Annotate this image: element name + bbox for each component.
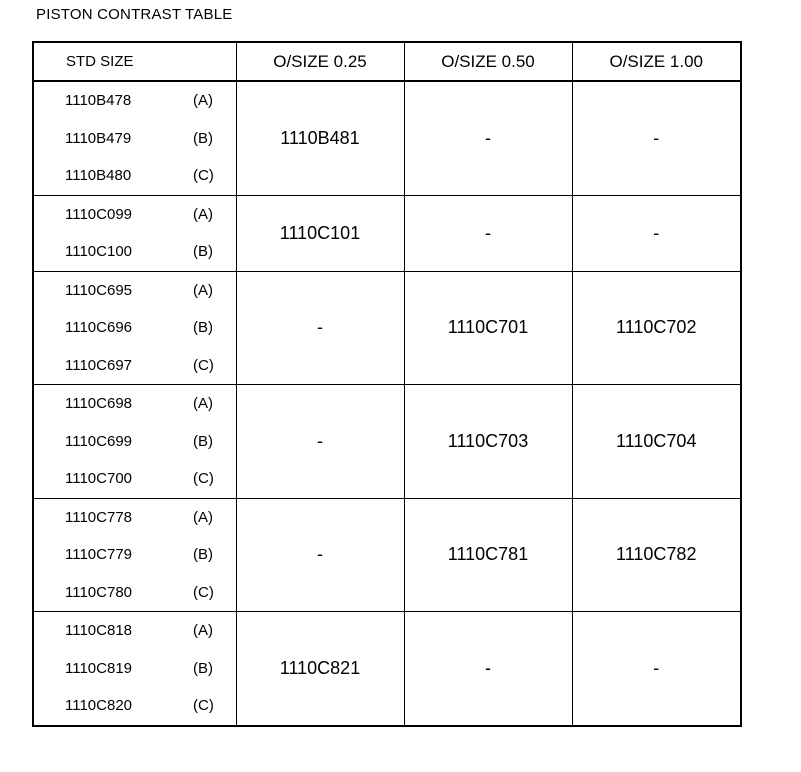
std-size-cell [33, 650, 236, 688]
std-part-number: 1110C697 [65, 356, 133, 374]
std-variant: (A) [193, 508, 213, 526]
std-part-number: 1110C778 [65, 508, 133, 526]
piston-group [33, 612, 741, 726]
std-size-cell [33, 536, 236, 574]
std-size-entry [34, 272, 236, 310]
std-size-entry [34, 574, 236, 612]
oversize-100-cell: - [572, 612, 741, 726]
table-row [33, 195, 741, 233]
std-part-number: 1110C696 [65, 319, 133, 337]
std-size-entry [34, 460, 236, 498]
piston-group [33, 195, 741, 271]
std-variant: (A) [193, 281, 213, 299]
table-header [33, 42, 741, 81]
std-part-number: 1110C700 [65, 470, 133, 488]
std-part-number: 1110C100 [65, 243, 133, 261]
oversize-050-cell: 1110C781 [404, 498, 572, 612]
std-size-entry [34, 82, 236, 120]
table-row [33, 612, 741, 650]
table-row [33, 385, 741, 423]
std-size-entry [34, 196, 236, 234]
std-variant: (A) [193, 622, 213, 640]
std-size-entry [34, 157, 236, 195]
std-size-cell [33, 195, 236, 233]
oversize-050-cell: - [404, 195, 572, 271]
oversize-050-cell: - [404, 81, 572, 195]
oversize-025-cell: - [236, 271, 404, 385]
std-size-cell [33, 612, 236, 650]
std-size-entry [34, 233, 236, 271]
std-size-cell [33, 574, 236, 612]
std-variant: (C) [193, 583, 214, 601]
std-variant: (C) [193, 167, 214, 185]
std-variant: (C) [193, 697, 214, 715]
std-variant: (B) [193, 546, 213, 564]
table-row [33, 271, 741, 309]
header-row [33, 42, 741, 81]
oversize-050-cell: 1110C703 [404, 385, 572, 499]
std-size-cell [33, 120, 236, 158]
std-part-number: 1110C099 [65, 205, 133, 223]
std-size-entry [34, 536, 236, 574]
piston-group [33, 385, 741, 499]
std-part-number: 1110C820 [65, 697, 133, 715]
header-oversize-100: O/SIZE 1.00 [572, 42, 741, 81]
std-size-cell [33, 385, 236, 423]
oversize-050-cell: 1110C701 [404, 271, 572, 385]
piston-group [33, 498, 741, 612]
std-size-cell [33, 347, 236, 385]
oversize-100-cell: 1110C782 [572, 498, 741, 612]
std-size-entry [34, 385, 236, 423]
std-part-number: 1110C780 [65, 583, 133, 601]
std-part-number: 1110C699 [65, 432, 133, 450]
std-variant: (C) [193, 470, 214, 488]
table-row [33, 498, 741, 536]
piston-group [33, 81, 741, 195]
std-part-number: 1110B479 [65, 129, 132, 147]
oversize-100-cell: 1110C704 [572, 385, 741, 499]
std-size-entry [34, 499, 236, 537]
oversize-025-cell: - [236, 498, 404, 612]
std-size-entry [34, 687, 236, 725]
std-part-number: 1110C695 [65, 281, 133, 299]
std-part-number: 1110B480 [65, 167, 132, 185]
std-part-number: 1110B478 [65, 92, 132, 110]
std-size-cell [33, 309, 236, 347]
std-size-cell [33, 81, 236, 120]
std-variant: (B) [193, 319, 213, 337]
std-variant: (B) [193, 432, 213, 450]
std-variant: (A) [193, 205, 213, 223]
std-size-entry [34, 347, 236, 385]
std-size-cell [33, 498, 236, 536]
std-part-number: 1110C779 [65, 546, 133, 564]
std-size-entry [34, 423, 236, 461]
oversize-100-cell: - [572, 195, 741, 271]
oversize-025-cell: 1110C821 [236, 612, 404, 726]
oversize-050-cell: - [404, 612, 572, 726]
std-variant: (B) [193, 243, 213, 261]
std-part-number: 1110C818 [65, 622, 133, 640]
oversize-100-cell: 1110C702 [572, 271, 741, 385]
oversize-025-cell: 1110B481 [236, 81, 404, 195]
oversize-025-cell: 1110C101 [236, 195, 404, 271]
std-variant: (B) [193, 659, 213, 677]
oversize-100-cell: - [572, 81, 741, 195]
header-oversize-025: O/SIZE 0.25 [236, 42, 404, 81]
std-part-number: 1110C698 [65, 395, 133, 413]
std-variant: (A) [193, 395, 213, 413]
std-size-cell [33, 233, 236, 271]
std-variant: (C) [193, 356, 214, 374]
header-std-size: STD SIZE [33, 42, 236, 81]
header-oversize-050: O/SIZE 0.50 [404, 42, 572, 81]
std-size-cell [33, 157, 236, 195]
std-size-cell [33, 423, 236, 461]
std-size-entry [34, 309, 236, 347]
std-size-cell [33, 687, 236, 726]
std-size-cell [33, 460, 236, 498]
std-part-number: 1110C819 [65, 659, 133, 677]
std-variant: (B) [193, 129, 213, 147]
std-size-entry [34, 650, 236, 688]
oversize-025-cell: - [236, 385, 404, 499]
std-size-cell [33, 271, 236, 309]
table-row [33, 81, 741, 120]
std-variant: (A) [193, 92, 213, 110]
piston-contrast-table [32, 41, 742, 727]
piston-group [33, 271, 741, 385]
page-title: PISTON CONTRAST TABLE [36, 6, 233, 23]
std-size-entry [34, 120, 236, 158]
std-size-entry [34, 612, 236, 650]
